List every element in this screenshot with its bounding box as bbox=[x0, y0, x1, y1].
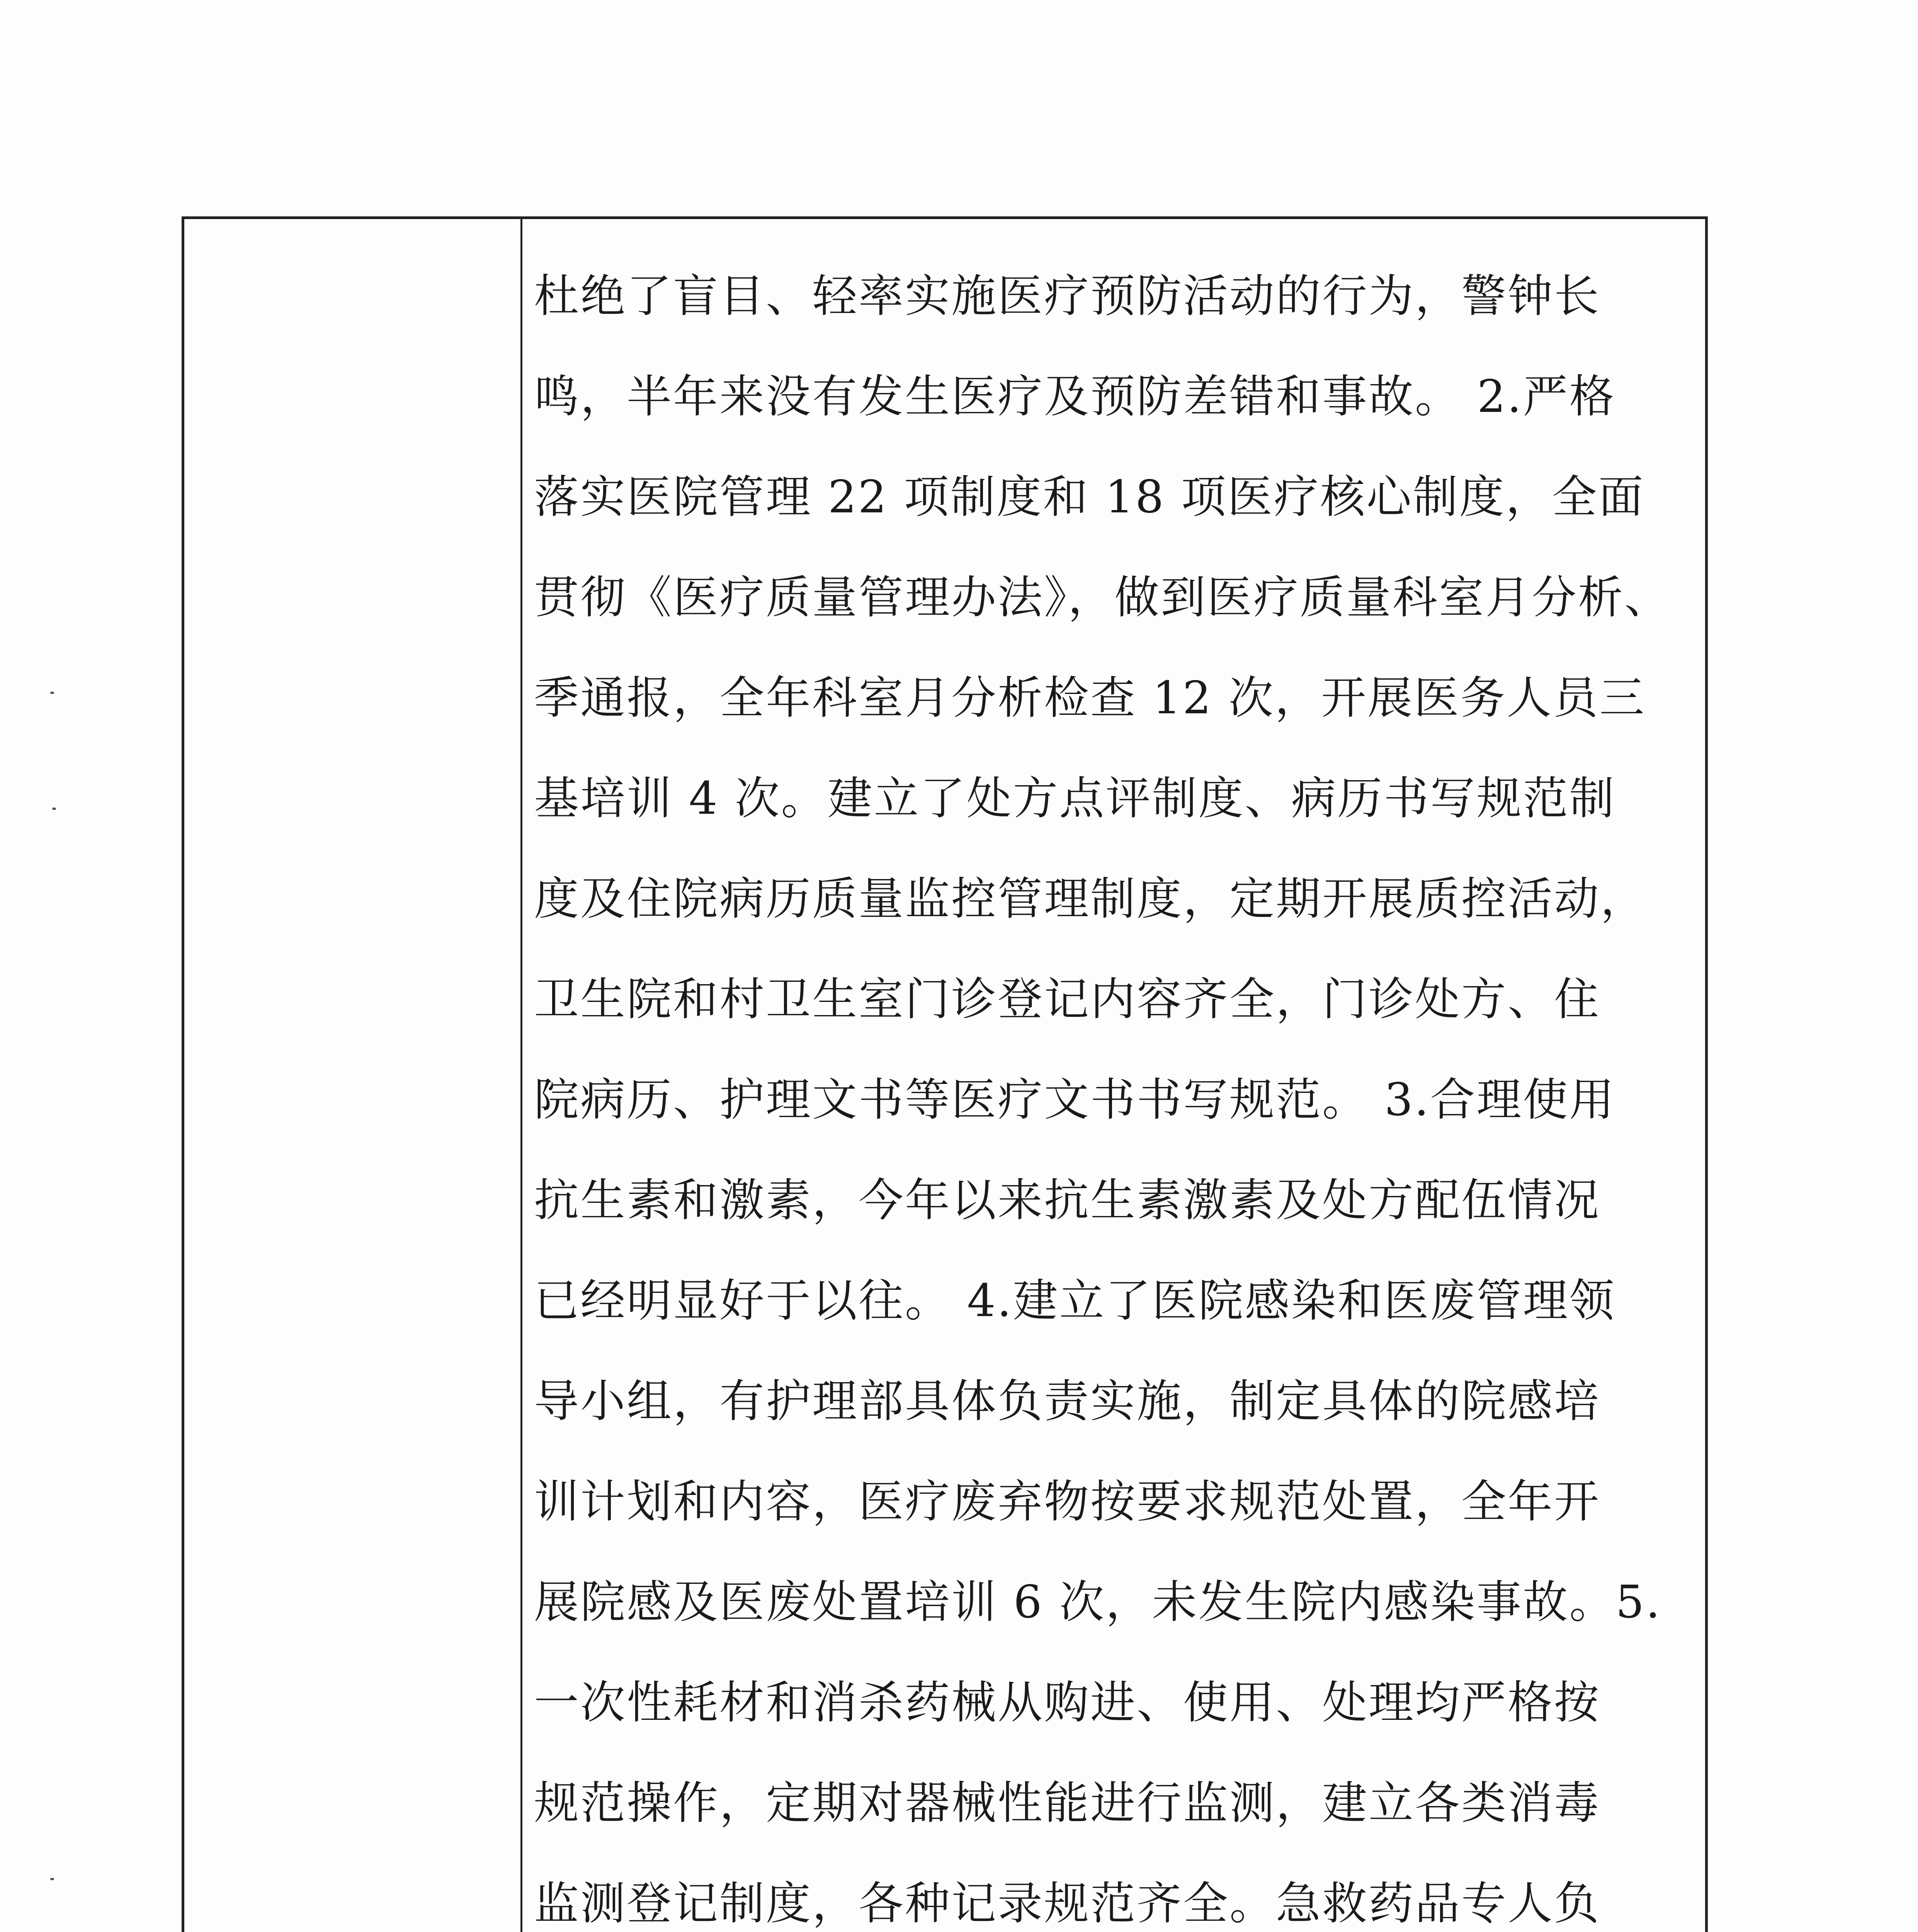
text-line: 院病历、护理文书等医疗文书书写规范。 3.合理使用 bbox=[534, 1074, 1616, 1126]
table-label-column bbox=[184, 219, 522, 1932]
text-line: 季通报，全年科室月分析检查 12 次，开展医务人员三 bbox=[534, 672, 1646, 724]
text-line: 规范操作，定期对器械性能进行监测，建立各类消毒 bbox=[534, 1777, 1600, 1829]
text-line: 鸣，半年来没有发生医疗及预防差错和事故。 2.严格 bbox=[534, 371, 1616, 423]
text-line: 落实医院管理 22 项制度和 18 项医疗核心制度，全面 bbox=[534, 471, 1645, 523]
text-line: 抗生素和激素，今年以来抗生素激素及处方配伍情况 bbox=[534, 1174, 1600, 1226]
text-line: 训计划和内容，医疗废弃物按要求规范处置，全年开 bbox=[534, 1476, 1600, 1528]
text-line: 导小组，有护理部具体负责实施，制定具体的院感培 bbox=[534, 1375, 1600, 1427]
text-line: 展院感及医废处置培训 6 次，未发生院内感染事故。5. bbox=[534, 1576, 1662, 1628]
text-line: 贯彻《医疗质量管理办法》，做到医疗质量科室月分析、 bbox=[534, 571, 1671, 624]
scan-mark bbox=[52, 808, 56, 810]
text-line: 卫生院和村卫生室门诊登记内容齐全，门诊处方、住 bbox=[534, 973, 1600, 1026]
text-line: 已经明显好于以往。 4.建立了医院感染和医废管理领 bbox=[534, 1275, 1616, 1327]
text-line: 基培训 4 次。建立了处方点评制度、病历书写规范制 bbox=[534, 772, 1616, 825]
text-line: 一次性耗材和消杀药械从购进、使用、处理均严格按 bbox=[534, 1677, 1600, 1729]
table-content-column bbox=[522, 219, 1705, 1932]
text-line: 杜绝了盲目、轻率实施医疗预防活动的行为，警钟长 bbox=[534, 270, 1600, 322]
table-frame bbox=[182, 216, 1708, 1932]
scan-mark bbox=[50, 692, 54, 694]
text-line: 监测登记制度，各种记录规范齐全。急救药品专人负 bbox=[534, 1878, 1600, 1930]
text-line: 度及住院病历质量监控管理制度，定期开展质控活动， bbox=[534, 873, 1647, 925]
scan-mark bbox=[50, 1878, 54, 1880]
